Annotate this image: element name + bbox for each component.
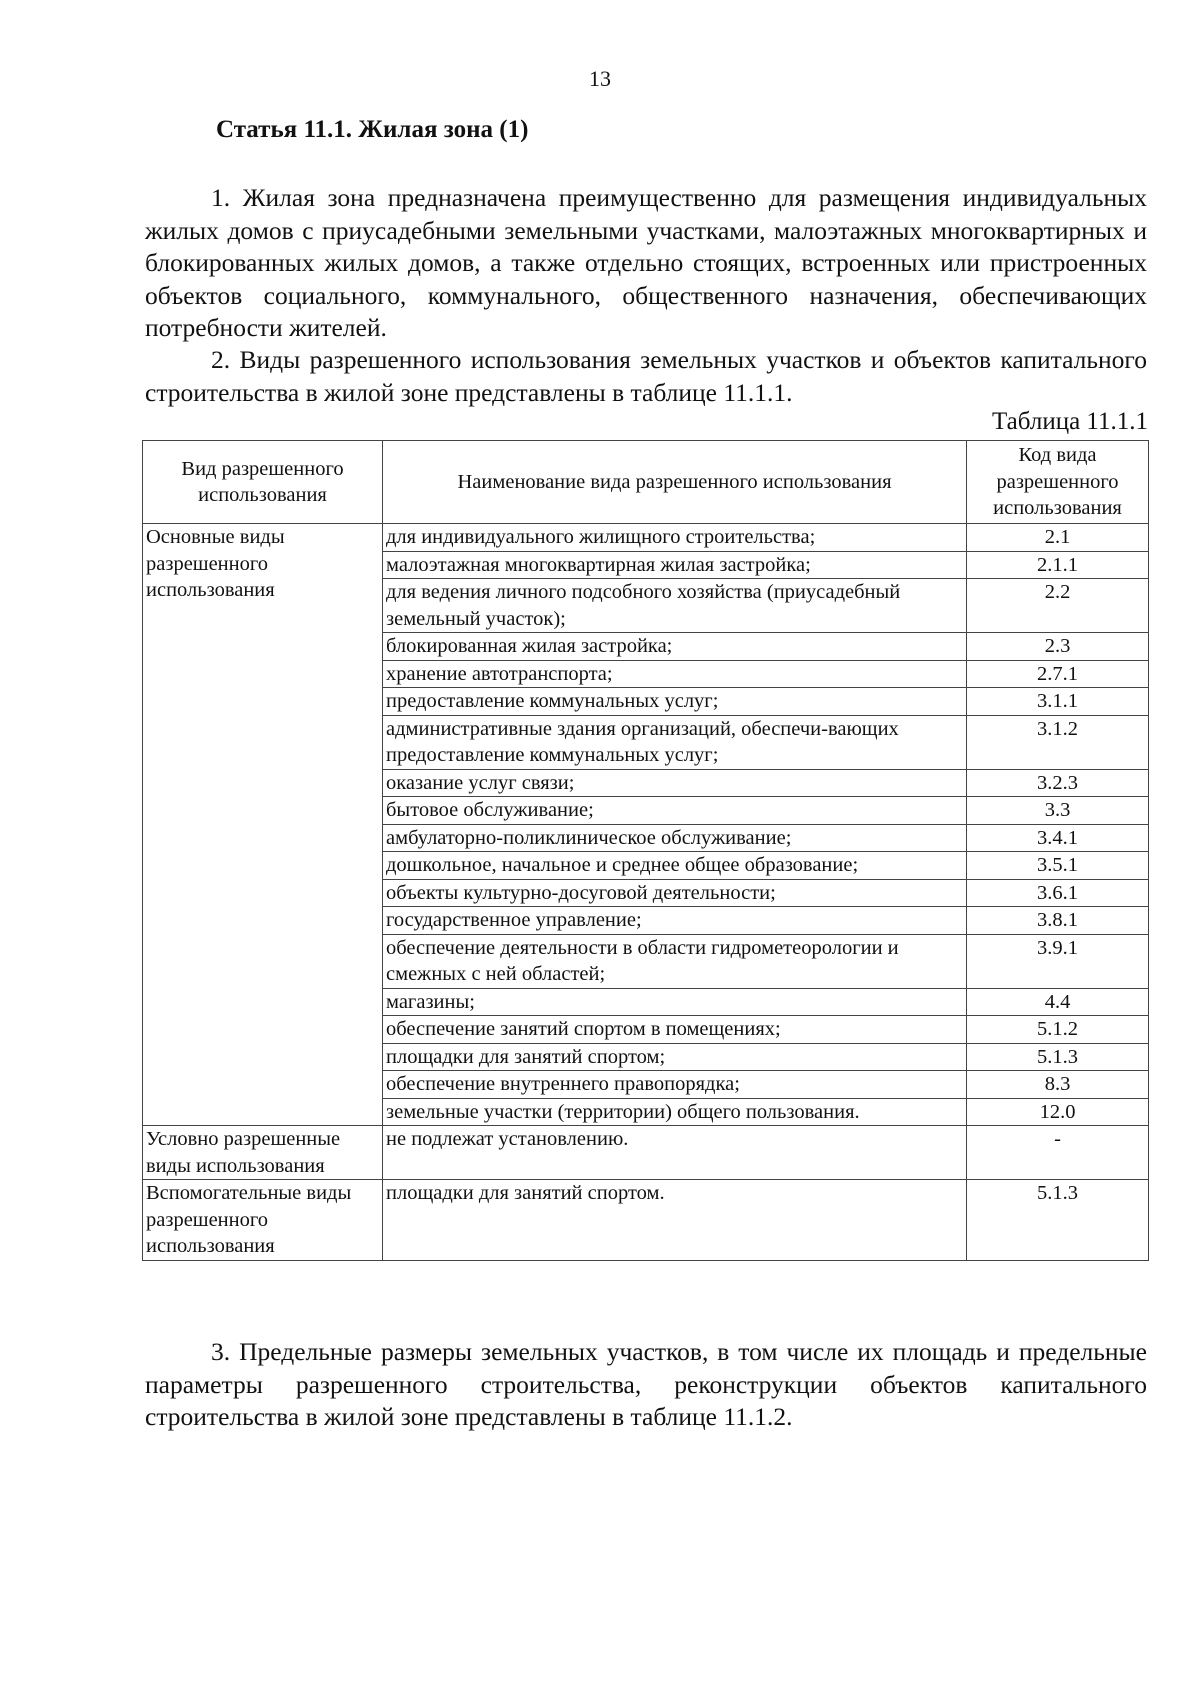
use-name-cell: государственное управление; — [383, 907, 967, 935]
table-row — [143, 1180, 1149, 1261]
use-code-cell: 3.2.3 — [967, 769, 1149, 797]
use-code-cell: - — [967, 1126, 1149, 1180]
use-code-cell: 5.1.3 — [967, 1180, 1149, 1261]
use-code-cell: 3.6.1 — [967, 879, 1149, 907]
use-code-cell: 5.1.2 — [967, 1016, 1149, 1044]
use-name-cell: амбулаторно-поликлиническое обслуживание; — [383, 824, 967, 852]
table-row — [143, 524, 1149, 552]
use-name-cell: оказание услуг связи; — [383, 769, 967, 797]
use-code-cell: 8.3 — [967, 1071, 1149, 1099]
use-name-cell: площадки для занятий спортом. — [383, 1180, 967, 1261]
use-code-cell: 12.0 — [967, 1098, 1149, 1126]
table-body — [143, 524, 1149, 1261]
use-name-cell: дошкольное, начальное и среднее общее образование; — [383, 852, 967, 880]
use-name-cell: хранение автотранспорта; — [383, 660, 967, 688]
paragraph-2: 2. Виды разрешенного использования земельных участков и объектов капитального строительства в жилой зоне представлены в таблице 11.1.1. — [145, 345, 1147, 407]
use-code-cell: 3.1.1 — [967, 688, 1149, 716]
use-code-cell: 3.4.1 — [967, 824, 1149, 852]
use-code-cell: 4.4 — [967, 988, 1149, 1016]
paragraph-1: 1. Жилая зона предназначена преимущественно для размещения индивидуальных жилых домов с приусадебными земельными участками, малоэтажных многоквартирных и блокированных жилых домов, а также отдельно стоящих, встроенных или пристроенных объектов социального, коммунального, общественного назначения, обеспечивающих потребности жителей. — [145, 183, 1147, 342]
use-group-label: Условно разрешенные виды использования — [143, 1126, 383, 1180]
use-code-cell: 2.1.1 — [967, 551, 1149, 579]
use-code-cell: 3.3 — [967, 797, 1149, 825]
use-code-cell: 3.5.1 — [967, 852, 1149, 880]
use-group-label: Основные виды разрешенного использования — [143, 524, 383, 1126]
paragraph-3: 3. Предельные размеры земельных участков, в том числе их площадь и предельные параметры разрешенного строительства, реконструкции объектов капитального строительства в жилой зоне представлены в таблице 11.1.2. — [145, 1337, 1147, 1431]
use-code-cell: 3.8.1 — [967, 907, 1149, 935]
use-code-cell: 5.1.3 — [967, 1043, 1149, 1071]
use-code-cell: 2.2 — [967, 579, 1149, 633]
use-group-label: Вспомогательные виды разрешенного использования — [143, 1180, 383, 1261]
use-name-cell: обеспечение занятий спортом в помещениях; — [383, 1016, 967, 1044]
use-code-cell: 2.1 — [967, 524, 1149, 552]
use-code-cell: 3.1.2 — [967, 715, 1149, 769]
table-header-row — [143, 441, 1149, 524]
use-name-cell: объекты культурно-досуговой деятельности; — [383, 879, 967, 907]
header-use-type: Вид разрешенного использования — [143, 441, 383, 524]
article-heading: Статья 11.1. Жилая зона (1) — [216, 116, 529, 143]
table-caption: Таблица 11.1.1 — [992, 408, 1148, 435]
use-name-cell: магазины; — [383, 988, 967, 1016]
use-code-cell: 3.9.1 — [967, 934, 1149, 988]
use-name-cell: для ведения личного подсобного хозяйства (приусадебный земельный участок); — [383, 579, 967, 633]
use-code-cell: 2.3 — [967, 633, 1149, 661]
use-name-cell: обеспечение деятельности в области гидрометеорологии и смежных с ней областей; — [383, 934, 967, 988]
use-name-cell: бытовое обслуживание; — [383, 797, 967, 825]
use-name-cell: не подлежат установлению. — [383, 1126, 967, 1180]
use-name-cell: для индивидуального жилищного строительства; — [383, 524, 967, 552]
header-use-code: Код вида разрешенного использования — [967, 441, 1149, 524]
use-name-cell: обеспечение внутреннего правопорядка; — [383, 1071, 967, 1099]
use-name-cell: площадки для занятий спортом; — [383, 1043, 967, 1071]
table-row — [143, 1126, 1149, 1180]
use-name-cell: блокированная жилая застройка; — [383, 633, 967, 661]
use-name-cell: предоставление коммунальных услуг; — [383, 688, 967, 716]
use-code-cell: 2.7.1 — [967, 660, 1149, 688]
header-use-name: Наименование вида разрешенного использования — [383, 441, 967, 524]
land-use-table — [142, 440, 1149, 1261]
use-name-cell: малоэтажная многоквартирная жилая застройка; — [383, 551, 967, 579]
use-name-cell: земельные участки (территории) общего пользования. — [383, 1098, 967, 1126]
page-number: 13 — [589, 66, 611, 91]
use-name-cell: административные здания организаций, обеспечи-вающих предоставление коммунальных услуг; — [383, 715, 967, 769]
